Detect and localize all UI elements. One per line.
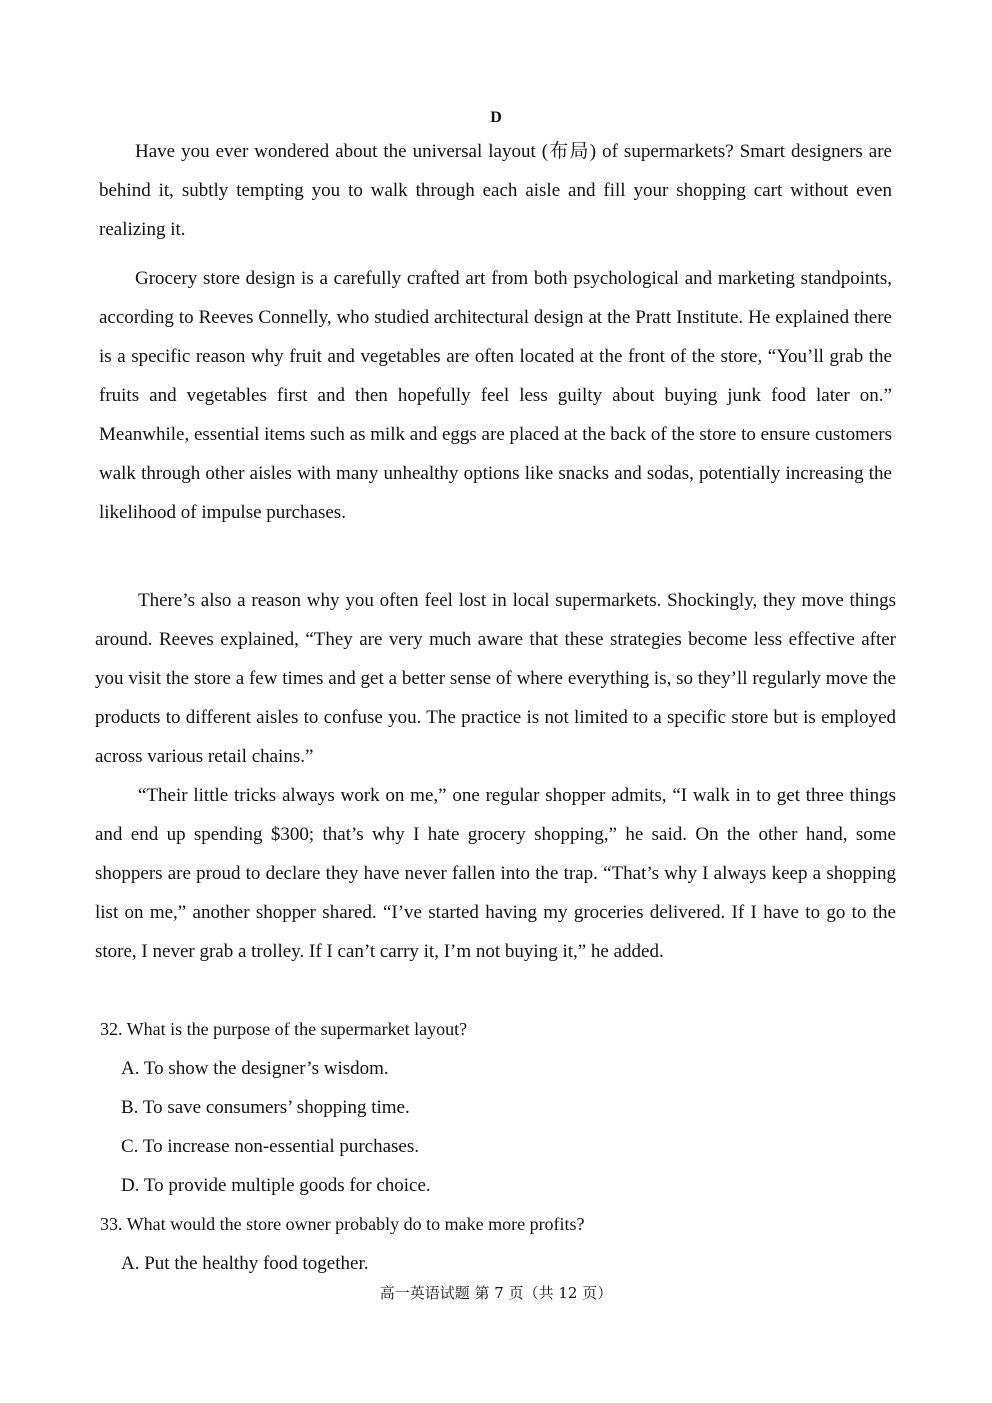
answer-option: D. To provide multiple goods for choice. bbox=[121, 1175, 431, 1196]
answer-option: B. To save consumers’ shopping time. bbox=[121, 1097, 410, 1118]
passage-paragraph: Grocery store design is a carefully crafted art from both psychological and marketing standpoints, according to Reeves Connelly, who studied architectural design at the Pratt Institute. He explained there is a specific reason why fruit and vegetables are often located at the front of the store, “You’ll grab the fruits and vegetables first and then hopefully feel less guilty about buying junk food later on.” Meanwhile, essential items such as milk and eggs are placed at the back of the store to ensure customers walk through other aisles with many unhealthy options like snacks and sodas, potentially increasing the likelihood of impulse purchases. bbox=[99, 268, 892, 523]
answer-option: A. Put the healthy food together. bbox=[121, 1253, 369, 1274]
passage-paragraph: There’s also a reason why you often feel lost in local supermarkets. Shockingly, they move things around. Reeves explained, “They are very much aware that these strategies become less effective after you visit the store a few times and get a better sense of where everything is, so they’ll regularly move the products to different aisles to confuse you. The practice is not limited to a specific store but is employed across various retail chains.” bbox=[95, 590, 896, 767]
answer-option: C. To increase non-essential purchases. bbox=[121, 1136, 420, 1157]
answer-option: A. To show the designer’s wisdom. bbox=[121, 1058, 389, 1079]
page-footer: 高一英语试题 第 7 页（共 12 页） bbox=[379, 1284, 613, 1302]
question-stem: 32. What is the purpose of the supermarket layout? bbox=[100, 1019, 468, 1039]
section-heading: D bbox=[490, 109, 502, 126]
passage-paragraph: Have you ever wondered about the universal layout (布局) of supermarkets? Smart designers are behind it, subtly tempting you to walk through each aisle and fill your shopping cart without even realizing it. bbox=[99, 141, 892, 240]
passage-paragraph: “Their little tricks always work on me,” one regular shopper admits, “I walk in to get three things and end up spending $300; that’s why I hate grocery shopping,” he said. On the other hand, some shoppers are proud to declare they have never fallen into the trap. “That’s why I always keep a shopping list on me,” another shopper shared. “I’ve started having my groceries delivered. If I have to go to the store, I never grab a trolley. If I can’t carry it, I’m not buying it,” he added. bbox=[95, 785, 896, 962]
question-stem: 33. What would the store owner probably do to make more profits? bbox=[100, 1214, 585, 1234]
